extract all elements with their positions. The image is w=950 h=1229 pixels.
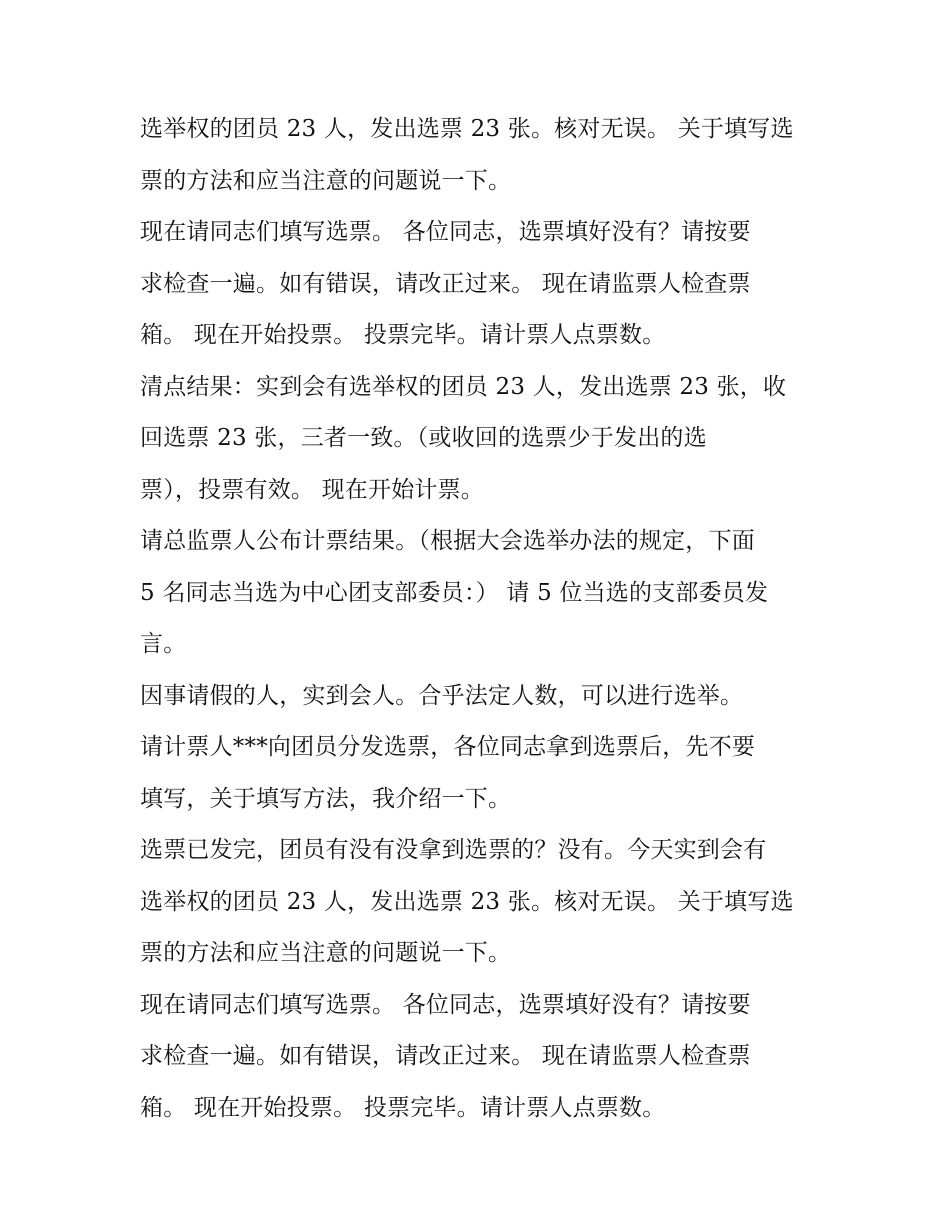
text-line: 求检查一遍。如有错误，请改正过来。 现在请监票人检查票	[140, 270, 751, 297]
text-line: 填写，关于填写方法，我介绍一下。	[140, 785, 512, 812]
text-line: 选举权的团员 23 人，发出选票 23 张。核对无误。 关于填写选	[140, 116, 794, 142]
text-line: 现在请同志们填写选票。 各位同志，选票填好没有？请按要	[140, 219, 751, 245]
text-line: 因事请假的人，实到会人。合乎法定人数，可以进行选举。	[140, 682, 744, 709]
text-line: 现在请同志们填写选票。 各位同志，选票填好没有？请按要	[140, 991, 751, 1018]
text-line: 5 名同志当选为中心团支部委员：） 请 5 位当选的支部委员发	[140, 579, 769, 606]
text-line: 回选票 23 张，三者一致。（或收回的选票少于发出的选	[140, 425, 707, 451]
text-line: 请计票人***向团员分发选票，各位同志拿到选票后，先不要	[140, 734, 756, 760]
text-line: 票的方法和应当注意的问题说一下。	[140, 940, 512, 966]
text-line: 票的方法和应当注意的问题说一下。	[140, 167, 512, 194]
text-line: 箱。 现在开始投票。 投票完毕。请计票人点票数。	[140, 322, 666, 348]
text-line: 请总监票人公布计票结果。（根据大会选举办法的规定，下面	[140, 528, 755, 554]
document-body	[140, 104, 820, 1134]
text-line: 票），投票有效。 现在开始计票。	[140, 476, 485, 503]
text-line: 求检查一遍。如有错误，请改正过来。 现在请监票人检查票	[140, 1043, 751, 1069]
text-line: 选举权的团员 23 人，发出选票 23 张。核对无误。 关于填写选	[140, 888, 794, 915]
text-line: 清点结果：实到会有选举权的团员 23 人，发出选票 23 张，收	[140, 373, 787, 400]
text-line: 选票已发完，团员有没有没拿到选票的？没有。今天实到会有	[140, 837, 767, 863]
text-line: 言。	[140, 631, 187, 657]
text-line: 箱。 现在开始投票。 投票完毕。请计票人点票数。	[140, 1094, 666, 1121]
